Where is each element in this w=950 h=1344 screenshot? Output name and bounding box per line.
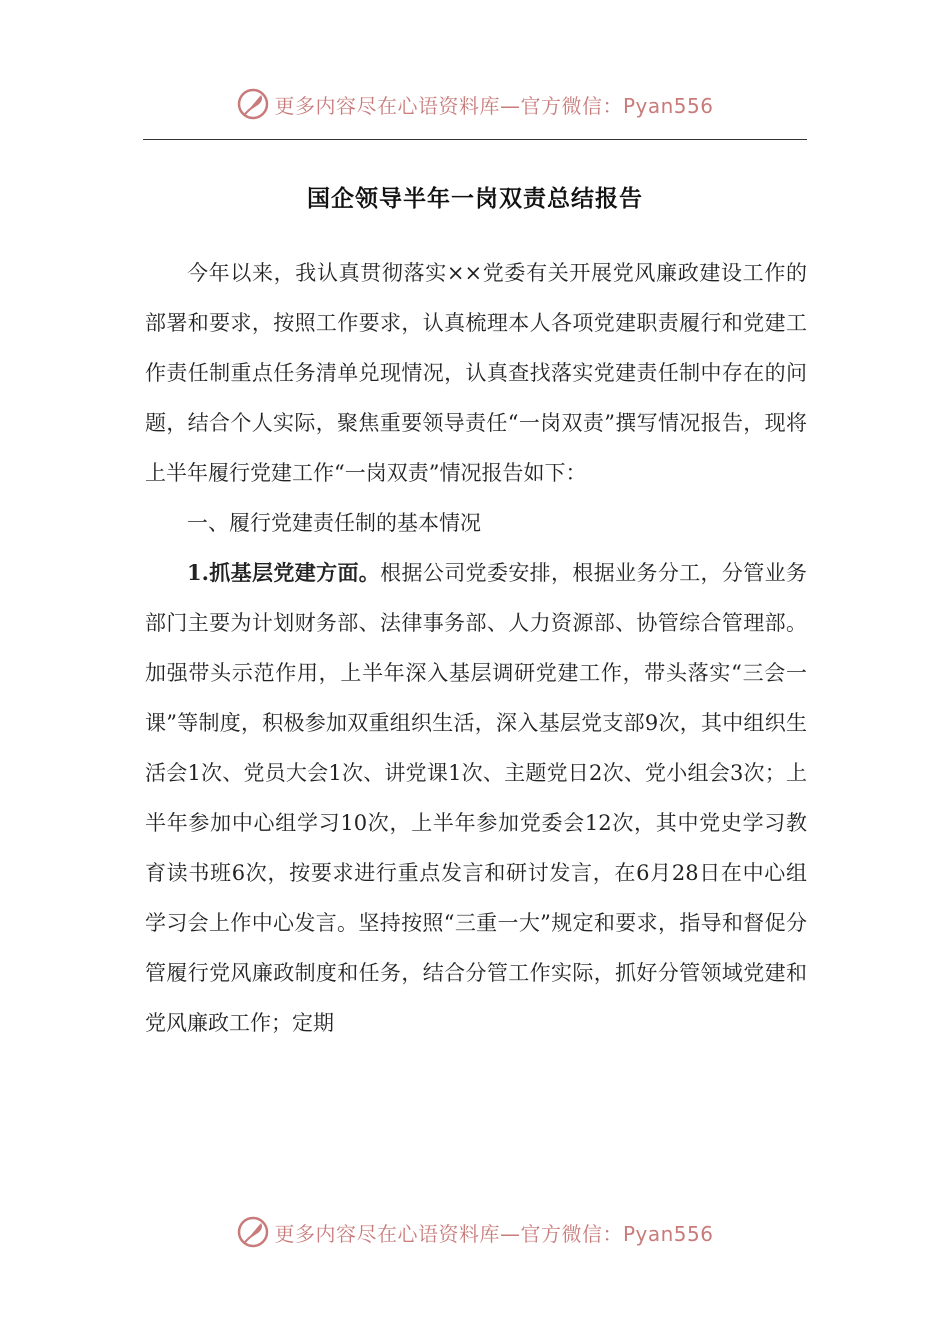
paragraph-grassroots: 1.抓基层党建方面。根据公司党委安排，根据业务分工，分管业务部门主要为计划财务部、法律事务部、人力资源部、协管综合管理部。加强带头示范作用，上半年深入基层调研党建工作，带头落实“三会一课”等制度，积极参加双重组织生活，深入基层党支部9次，其中组织生活会1次、党员大会1次、讲党课1次、主题党日2次、党小组会3次；上半年参加中心组学习10次，上半年参加党委会12次，其中党史学习教育读书班6次，按要求进行重点发言和研讨发言，在6月28日在中心组学习会上作中心发言。坚持按照“三重一大”规定和要求，指导和督促分管履行党风廉政制度和任务，结合分管工作实际，抓好分管领域党建和党风廉政工作；定期 xyxy=(145,560,807,1035)
footer-watermark-text: 更多内容尽在心语资料库—官方微信：Pyan556 xyxy=(274,1221,714,1246)
header-watermark xyxy=(0,84,950,124)
feather-pen-logo-icon xyxy=(236,1215,270,1249)
document-title: 国企领导半年一岗双责总结报告 xyxy=(307,186,643,212)
header-divider xyxy=(143,139,807,140)
section-heading: 一、履行党建责任制的基本情况 xyxy=(187,511,481,535)
footer-watermark xyxy=(0,1212,950,1252)
header-watermark-text: 更多内容尽在心语资料库—官方微信：Pyan556 xyxy=(274,93,714,118)
document-body xyxy=(145,248,807,1048)
feather-pen-logo-icon xyxy=(236,87,270,121)
paragraph-intro: 今年以来，我认真贯彻落实××党委有关开展党风廉政建设工作的部署和要求，按照工作要求，认真梳理本人各项党建职责履行和党建工作责任制重点任务清单兑现情况，认真查找落实党建责任制中存在的问题，结合个人实际，聚焦重要领导责任“一岗双责”撰写情况报告，现将上半年履行党建工作“一岗双责”情况报告如下： xyxy=(145,261,807,485)
paragraph-lead: 1.抓基层党建方面。 xyxy=(187,560,381,585)
